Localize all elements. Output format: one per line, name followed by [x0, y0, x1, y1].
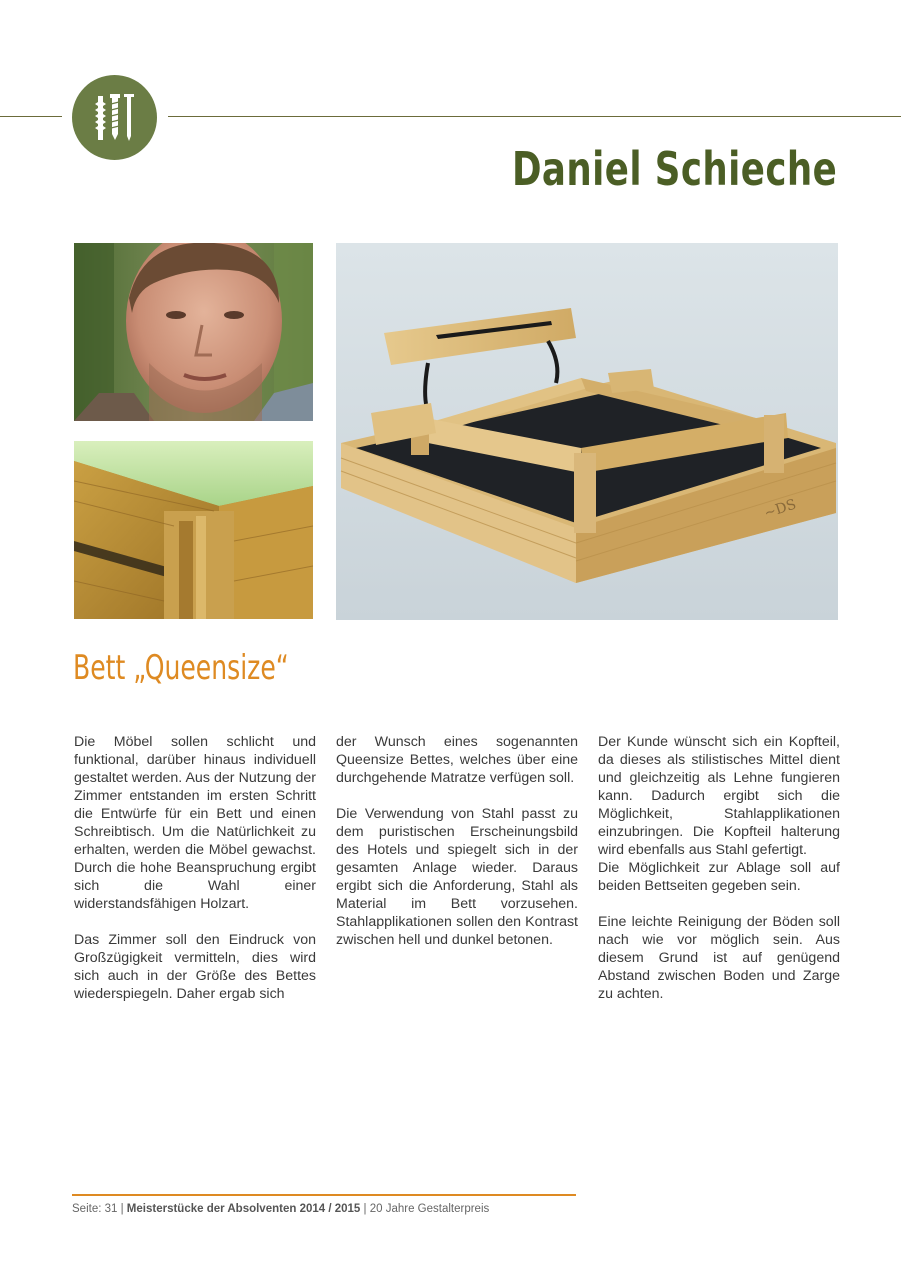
- article-title: Bett „Queensize“: [73, 648, 289, 688]
- tools-icon: [87, 90, 143, 146]
- paragraph: der Wunsch eines sogenannten Queensize Bettes, welches über eine durchgehende Matratze verfügen soll.: [336, 734, 578, 786]
- designer-name: Daniel Schieche: [511, 142, 837, 196]
- header-rule-left: [0, 116, 62, 117]
- logo-badge: [72, 75, 157, 160]
- paragraph: Das Zimmer soll den Eindruck von Großzügigkeit vermitteln, dies wird sich auch in der Größe des Bettes wiederspiegeln. Daher ergab sich: [74, 932, 316, 1002]
- tagline: 20 Jahre Gestalterpreis: [369, 1203, 490, 1215]
- publication-title: Meisterstücke der Absolventen 2014 / 2015: [126, 1203, 361, 1215]
- page-number: Seite: 31: [72, 1203, 118, 1215]
- separator: |: [360, 1203, 370, 1215]
- text-column-1: [74, 733, 316, 1003]
- text-column-3: [598, 733, 840, 1003]
- paragraph: Die Möglichkeit zur Ablage soll auf beiden Bettseiten gegeben sein.: [598, 860, 840, 894]
- footer-rule: [72, 1194, 576, 1196]
- separator: |: [117, 1203, 127, 1215]
- paragraph: Die Möbel sollen schlicht und funktional, darüber hinaus individuell gestaltet werden. Aus der Nutzung der Zimmer entstanden im ersten Schritt die Entwürfe für ein Bett und einen Schreibtisch. Um die Natürlichkeit zu erhalten, werden die Möbel gewachst. Durch die hohe Beanspruchung ergibt sich die Wahl einer widerstandsfähigen Holzart.: [74, 734, 316, 912]
- portrait-photo: [74, 243, 313, 421]
- footer: [72, 1203, 489, 1215]
- paragraph: Die Verwendung von Stahl passt zu dem puristischen Erscheinungsbild des Hotels und spiegelt sich in der gesamten Anlage wieder. Daraus ergibt sich die Anforderung, Stahl als Material im Bett vorzusehen. Stahlapplikationen sollen den Kontrast zwischen hell und dunkel betonen.: [336, 806, 578, 948]
- text-column-2: [336, 733, 578, 949]
- paragraph: Der Kunde wünscht sich ein Kopfteil, da dieses als stilistisches Mittel dient und gleichzeitig als Lehne fungieren kann. Dadurch ergibt sich die Möglichkeit, Stahlapplikationen einzubringen. Die Kopfteil halterung wird ebenfalls aus Stahl gefertigt.: [598, 734, 840, 858]
- header-rule-right: [168, 116, 901, 117]
- paragraph: Eine leichte Reinigung der Böden soll nach wie vor möglich sein. Aus diesem Grund ist auf genügend Abstand zwischen Boden und Zarge zu achten.: [598, 914, 840, 1002]
- bed-model-photo: [336, 243, 838, 620]
- joint-detail-photo: [74, 441, 313, 619]
- svg-text:~DS: ~DS: [762, 496, 799, 522]
